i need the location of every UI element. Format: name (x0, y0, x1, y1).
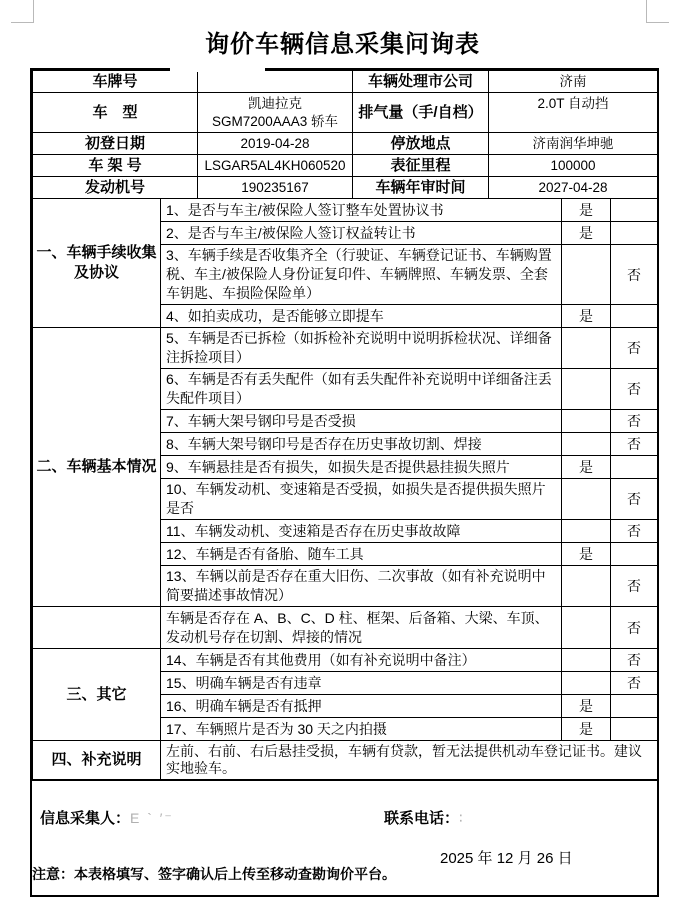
answer-yes-cell: 是 (562, 695, 611, 718)
question-cell: 1、是否与车主/被保险人签订整车处置协议书 (161, 199, 562, 222)
info-label: 车牌号 (33, 71, 198, 93)
info-value: 济南润华坤驰 (489, 133, 658, 155)
info-label: 表征里程 (353, 155, 489, 177)
info-value: 190235167 (198, 177, 353, 199)
question-cell: 11、车辆发动机、变速箱是否存在历史事故故障 (161, 520, 562, 543)
info-label: 停放地点 (353, 133, 489, 155)
info-value: LSGAR5AL4KH060520 (198, 155, 353, 177)
section-category-4: 四、补充说明 (33, 741, 161, 780)
question-cell: 12、车辆是否有备胎、随车工具 (161, 543, 562, 566)
question-cell: 7、车辆大架号钢印号是否受损 (161, 410, 562, 433)
question-cell: 10、车辆发动机、变速箱是否受损，如损失是否提供损失照片是否 (161, 479, 562, 520)
phone-label: 联系电话： (384, 810, 460, 827)
answer-yes-cell (562, 369, 611, 410)
phone-line (384, 807, 465, 828)
supplement-text: 左前、右前、右后悬挂受损，车辆有贷款，暂无法提供机动车登记证书。建议实地验车。 (161, 741, 658, 780)
question-cell: 车辆是否存在 A、B、C、D 柱、框架、后备箱、大梁、车顶、发动机号存在切割、焊接的情况 (161, 607, 562, 649)
answer-no-cell: 否 (611, 245, 658, 305)
question-cell: 9、车辆悬挂是否有损失，如损失是否提供悬挂损失照片 (161, 456, 562, 479)
answer-yes-cell (562, 479, 611, 520)
info-label: 发动机号 (33, 177, 198, 199)
collector-redacted-value: E ` ′⁻ (130, 810, 174, 826)
answer-yes-cell: 是 (562, 718, 611, 741)
collector-label: 信息采集人： (40, 810, 131, 827)
section-category-3: 三、其它 (33, 649, 161, 741)
answer-no-cell: 否 (611, 410, 658, 433)
info-label: 车辆年审时间 (353, 177, 489, 199)
question-cell: 6、车辆是否有丢失配件（如有丢失配件补充说明中详细备注丢失配件项目） (161, 369, 562, 410)
info-value: 2019-04-28 (198, 133, 353, 155)
answer-no-cell (611, 222, 658, 245)
answer-no-cell (611, 543, 658, 566)
question-cell: 14、车辆是否有其他费用（如有补充说明中备注） (161, 649, 562, 672)
question-cell: 13、车辆以前是否存在重大旧伤、二次事故（如有补充说明中简要描述事故情况） (161, 566, 562, 607)
answer-no-cell: 否 (611, 607, 658, 649)
redaction-patch (170, 63, 265, 72)
question-cell: 4、如拍卖成功，是否能够立即提车 (161, 305, 562, 328)
answer-yes-cell: 是 (562, 456, 611, 479)
question-cell: 16、明确车辆是否有抵押 (161, 695, 562, 718)
answer-yes-cell (562, 328, 611, 369)
answer-no-cell: 否 (611, 566, 658, 607)
answer-yes-cell (562, 520, 611, 543)
info-value: 凯迪拉克 SGM7200AAA3 轿车 (198, 93, 353, 133)
answer-yes-cell: 是 (562, 199, 611, 222)
answer-yes-cell (562, 245, 611, 305)
margin-corner-mark-right (646, 0, 669, 23)
info-value-plate (198, 71, 353, 93)
question-cell: 15、明确车辆是否有违章 (161, 672, 562, 695)
info-value: 济南 (489, 71, 658, 93)
answer-yes-cell (562, 433, 611, 456)
phone-redacted-value: ∶ (459, 810, 465, 826)
answer-no-cell: 否 (611, 520, 658, 543)
answer-no-cell (611, 456, 658, 479)
answer-yes-cell (562, 566, 611, 607)
answer-yes-cell: 是 (562, 305, 611, 328)
answer-no-cell: 否 (611, 433, 658, 456)
section-category-blank (33, 607, 161, 649)
answer-no-cell: 否 (611, 369, 658, 410)
answer-no-cell (611, 305, 658, 328)
info-value: 2.0T 自动挡 (489, 93, 658, 133)
question-cell: 2、是否与车主/被保险人签订权益转让书 (161, 222, 562, 245)
vehicle-info-table (32, 70, 658, 199)
info-label: 排气量（手/自档） (353, 93, 489, 133)
info-label: 车辆处理市公司 (353, 71, 489, 93)
info-label: 车 架 号 (33, 155, 198, 177)
answer-no-cell (611, 199, 658, 222)
section-category-2: 二、车辆基本情况 (33, 328, 161, 607)
question-cell: 17、车辆照片是否为 30 天之内拍摄 (161, 718, 562, 741)
question-cell: 5、车辆是否已拆检（如拆检补充说明中说明拆检状况、详细备注拆捡项目） (161, 328, 562, 369)
form-date: 2025 年 12 月 26 日 (440, 850, 573, 867)
page-title: 询价车辆信息采集问询表 (205, 31, 480, 58)
question-cell: 8、车辆大架号钢印号是否存在历史事故切割、焊接 (161, 433, 562, 456)
answer-yes-cell (562, 672, 611, 695)
form-table (30, 68, 659, 897)
answer-no-cell: 否 (611, 672, 658, 695)
info-label: 初登日期 (33, 133, 198, 155)
collector-line (40, 807, 174, 828)
answer-no-cell (611, 695, 658, 718)
question-cell: 3、车辆手续是否收集齐全（行驶证、车辆登记证书、车辆购置税、车主/被保险人身份证复印件、车辆牌照、车辆发票、全套车钥匙、车损险保险单） (161, 245, 562, 305)
answer-yes-cell: 是 (562, 543, 611, 566)
answer-no-cell: 否 (611, 649, 658, 672)
answer-yes-cell: 是 (562, 222, 611, 245)
answer-no-cell: 否 (611, 328, 658, 369)
margin-corner-mark-left (11, 0, 34, 23)
answer-yes-cell (562, 410, 611, 433)
answer-no-cell: 否 (611, 479, 658, 520)
footer-note: 注意：本表格填写、签字确认后上传至移动查勘询价平台。 (32, 866, 396, 882)
info-value: 100000 (489, 155, 658, 177)
answer-no-cell (611, 718, 658, 741)
info-label: 车 型 (33, 93, 198, 133)
info-value: 2027-04-28 (489, 177, 658, 199)
checklist-table (32, 198, 658, 780)
answer-yes-cell (562, 607, 611, 649)
answer-yes-cell (562, 649, 611, 672)
section-category-1: 一、车辆手续收集及协议 (33, 199, 161, 328)
